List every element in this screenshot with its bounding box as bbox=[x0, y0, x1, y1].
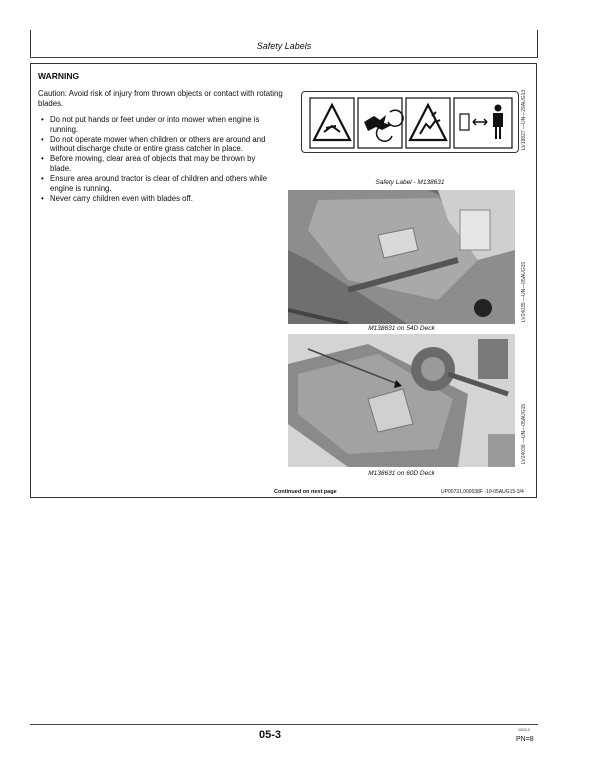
photo2-figure-code: LV24038 —UN—05AUG15 bbox=[521, 403, 527, 464]
deck-54d-photo bbox=[288, 190, 515, 324]
photo2-caption: M138631 on 60D Deck bbox=[368, 470, 435, 477]
photo1-caption: M138631 on 54D Deck bbox=[368, 325, 435, 332]
safety-label-pictograms bbox=[302, 92, 520, 154]
footer-rule bbox=[30, 724, 538, 725]
header-rule bbox=[30, 57, 538, 58]
bullet-item: • Before mowing, clear area of objects that may be thrown by blade. bbox=[38, 154, 278, 173]
warning-title: WARNING bbox=[38, 71, 80, 81]
deck-54d-illustration bbox=[288, 190, 515, 324]
label-caption: Safety Label - M138631 bbox=[375, 179, 445, 186]
person-head-icon bbox=[495, 105, 502, 112]
bullet-item: • Do not put hands or feet under or into mower when engine is running. bbox=[38, 115, 278, 134]
bullet-item: • Never carry children even with blades off. bbox=[38, 194, 278, 204]
safety-label-image bbox=[301, 91, 519, 153]
pn-label: PN=8 bbox=[516, 736, 534, 743]
section-title: Safety Labels bbox=[256, 41, 312, 51]
warning-bullet-list bbox=[38, 115, 278, 204]
deck-60d-photo bbox=[288, 334, 515, 467]
print-date: 080515 bbox=[518, 728, 530, 732]
page-number: 05-3 bbox=[258, 729, 282, 741]
caution-text: Caution: Avoid risk of injury from thrown objects or contact with rotating blades. bbox=[38, 89, 283, 108]
label-figure-code: LV18827 —UN—29AUG13 bbox=[521, 89, 527, 150]
bullet-item: • Ensure area around tractor is clear of children and others while engine is running. bbox=[38, 174, 278, 193]
machine-icon bbox=[460, 114, 469, 130]
continued-note: Continued on next page bbox=[274, 489, 337, 495]
document-code: UP00731,000038F -19-05AUG15-3/4 bbox=[441, 489, 524, 495]
bullet-item: • Do not operate mower when children or others are around and without discharge chute or entire grass catcher in place. bbox=[38, 135, 278, 154]
photo1-figure-code: LV24035 —UN—05AUG15 bbox=[521, 261, 527, 322]
deck-60d-illustration bbox=[288, 334, 515, 467]
